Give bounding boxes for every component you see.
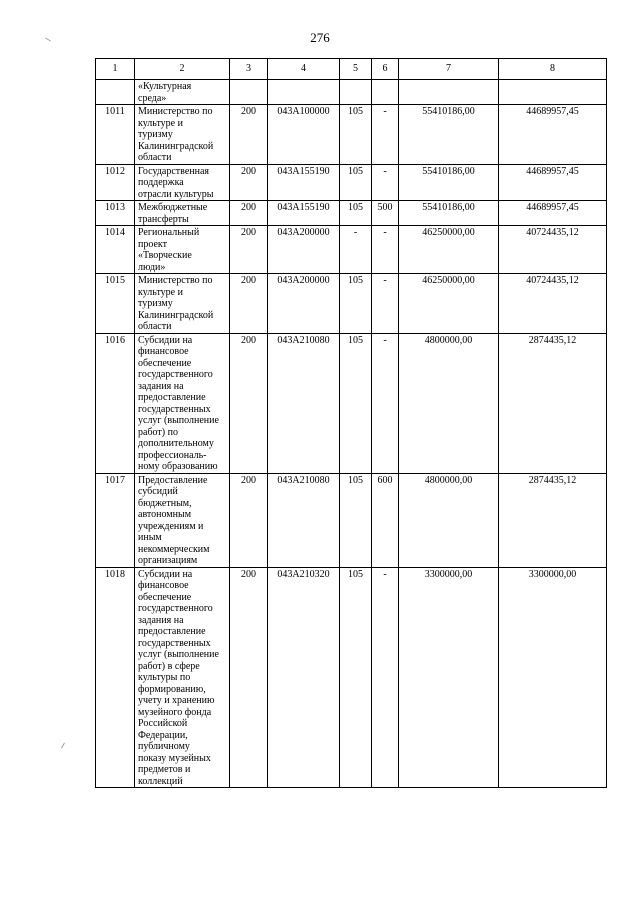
row-section-code: 200 bbox=[230, 226, 268, 274]
row-target-article: 043A200000 bbox=[268, 274, 340, 334]
table-row bbox=[96, 567, 607, 788]
column-header: 1 bbox=[96, 59, 135, 80]
row-amount-executed: 40724435,12 bbox=[499, 226, 607, 274]
table-body bbox=[96, 80, 607, 788]
row-name: Межбюджетные трансферты bbox=[135, 201, 230, 226]
row-target-article: 043A210320 bbox=[268, 567, 340, 788]
row-expense-type: - bbox=[372, 105, 399, 165]
column-header: 3 bbox=[230, 59, 268, 80]
column-header: 7 bbox=[399, 59, 499, 80]
column-header: 2 bbox=[135, 59, 230, 80]
row-section-code: 200 bbox=[230, 164, 268, 201]
header-row bbox=[96, 59, 607, 80]
row-name: Субсидии на финансовое обеспечение государственного задания на предоставление государственных услуг (выполнение работ) по дополнительному профессиональ- ному образованию bbox=[135, 333, 230, 473]
row-target-article: 043A155190 bbox=[268, 201, 340, 226]
row-section-code: 200 bbox=[230, 473, 268, 567]
row-code-5: 105 bbox=[340, 164, 372, 201]
table-row bbox=[96, 274, 607, 334]
scan-mark bbox=[61, 743, 65, 749]
row-number: 1015 bbox=[96, 274, 135, 334]
row-code-5: 105 bbox=[340, 567, 372, 788]
row-amount-planned: 46250000,00 bbox=[399, 274, 499, 334]
row-name: Министерство по культуре и туризму Калининградской области bbox=[135, 274, 230, 334]
row-amount-planned: 4800000,00 bbox=[399, 473, 499, 567]
row-expense-type: - bbox=[372, 333, 399, 473]
column-header: 5 bbox=[340, 59, 372, 80]
row-section-code: 200 bbox=[230, 274, 268, 334]
column-header: 4 bbox=[268, 59, 340, 80]
row-amount-planned bbox=[399, 80, 499, 105]
table-row bbox=[96, 201, 607, 226]
row-expense-type: - bbox=[372, 164, 399, 201]
row-name: Предоставление субсидий бюджетным, автономным учреждениям и иным некоммерческим организациям bbox=[135, 473, 230, 567]
row-code-5 bbox=[340, 80, 372, 105]
row-number: 1012 bbox=[96, 164, 135, 201]
row-code-5: 105 bbox=[340, 105, 372, 165]
row-code-5: 105 bbox=[340, 274, 372, 334]
row-amount-planned: 4800000,00 bbox=[399, 333, 499, 473]
row-expense-type: - bbox=[372, 567, 399, 788]
row-target-article: 043A210080 bbox=[268, 473, 340, 567]
row-name: «Культурная среда» bbox=[135, 80, 230, 105]
row-name: Министерство по культуре и туризму Калининградской области bbox=[135, 105, 230, 165]
row-amount-executed: 40724435,12 bbox=[499, 274, 607, 334]
row-target-article: 043A155190 bbox=[268, 164, 340, 201]
row-section-code: 200 bbox=[230, 567, 268, 788]
column-header: 6 bbox=[372, 59, 399, 80]
row-code-5: 105 bbox=[340, 473, 372, 567]
row-target-article: 043A200000 bbox=[268, 226, 340, 274]
row-number: 1017 bbox=[96, 473, 135, 567]
table-row bbox=[96, 473, 607, 567]
row-amount-planned: 3300000,00 bbox=[399, 567, 499, 788]
row-amount-planned: 46250000,00 bbox=[399, 226, 499, 274]
table-row bbox=[96, 164, 607, 201]
column-header: 8 bbox=[499, 59, 607, 80]
table-row bbox=[96, 105, 607, 165]
row-expense-type: 500 bbox=[372, 201, 399, 226]
table-row bbox=[96, 226, 607, 274]
row-number: 1013 bbox=[96, 201, 135, 226]
budget-table bbox=[95, 58, 607, 788]
row-amount-executed: 44689957,45 bbox=[499, 105, 607, 165]
row-expense-type: 600 bbox=[372, 473, 399, 567]
row-number: 1011 bbox=[96, 105, 135, 165]
row-number: 1014 bbox=[96, 226, 135, 274]
row-target-article: 043A100000 bbox=[268, 105, 340, 165]
row-code-5: - bbox=[340, 226, 372, 274]
row-amount-executed bbox=[499, 80, 607, 105]
row-name: Региональный проект «Творческие люди» bbox=[135, 226, 230, 274]
row-amount-executed: 2874435,12 bbox=[499, 473, 607, 567]
row-section-code: 200 bbox=[230, 105, 268, 165]
row-name: Государственная поддержка отрасли культуры bbox=[135, 164, 230, 201]
page-number: 276 bbox=[310, 30, 330, 45]
row-code-5: 105 bbox=[340, 201, 372, 226]
row-target-article: 043A210080 bbox=[268, 333, 340, 473]
row-number: 1018 bbox=[96, 567, 135, 788]
row-number: 1016 bbox=[96, 333, 135, 473]
row-amount-executed: 44689957,45 bbox=[499, 201, 607, 226]
row-expense-type: - bbox=[372, 226, 399, 274]
row-code-5: 105 bbox=[340, 333, 372, 473]
row-amount-executed: 3300000,00 bbox=[499, 567, 607, 788]
table-row bbox=[96, 80, 607, 105]
row-expense-type bbox=[372, 80, 399, 105]
table-row bbox=[96, 333, 607, 473]
row-amount-planned: 55410186,00 bbox=[399, 105, 499, 165]
row-amount-executed: 44689957,45 bbox=[499, 164, 607, 201]
row-section-code: 200 bbox=[230, 201, 268, 226]
row-amount-planned: 55410186,00 bbox=[399, 164, 499, 201]
row-amount-executed: 2874435,12 bbox=[499, 333, 607, 473]
row-number bbox=[96, 80, 135, 105]
row-section-code bbox=[230, 80, 268, 105]
row-section-code: 200 bbox=[230, 333, 268, 473]
row-expense-type: - bbox=[372, 274, 399, 334]
row-name: Субсидии на финансовое обеспечение государственного задания на предоставление государственных услуг (выполнение работ) в сфере культуры по формированию, учету и хранению музейного фонда Российской Федерации, публичному показу музейных предметов и коллекций bbox=[135, 567, 230, 788]
row-target-article bbox=[268, 80, 340, 105]
row-amount-planned: 55410186,00 bbox=[399, 201, 499, 226]
